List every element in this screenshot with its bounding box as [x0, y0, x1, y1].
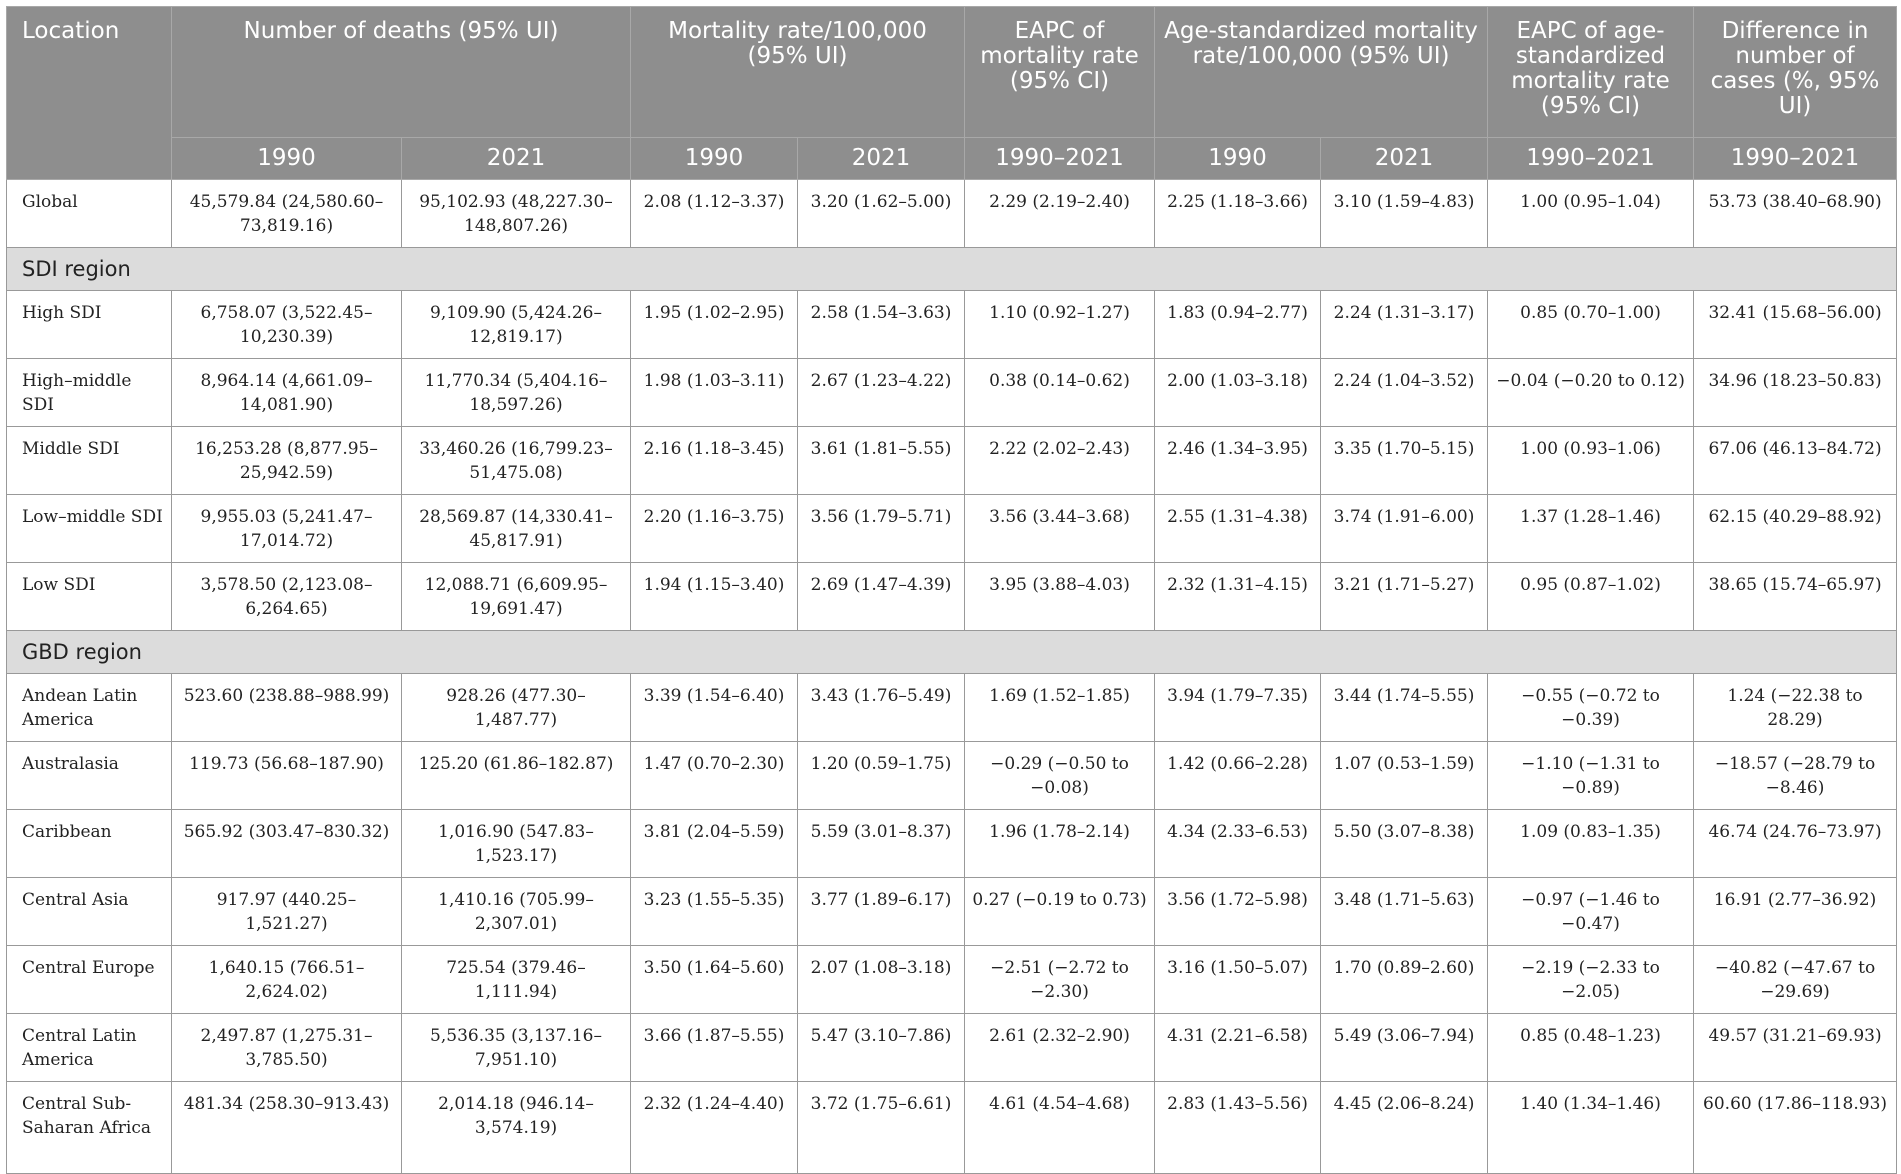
- subheader-cell: 1990–2021: [965, 138, 1155, 180]
- value-cell: 45,579.84 (24,580.60–73,819.16): [172, 180, 402, 248]
- sdi-section-row: [7, 248, 1897, 291]
- value-cell: −0.04 (−0.20 to 0.12): [1488, 359, 1694, 427]
- value-cell: 3.35 (1.70–5.15): [1321, 427, 1488, 495]
- value-cell: 1,016.90 (547.83–1,523.17): [402, 810, 631, 878]
- table-row: [7, 674, 1897, 742]
- value-cell: −18.57 (−28.79 to −8.46): [1694, 742, 1897, 810]
- value-cell: 2.22 (2.02–2.43): [965, 427, 1155, 495]
- value-cell: 1.69 (1.52–1.85): [965, 674, 1155, 742]
- value-cell: 2.24 (1.04–3.52): [1321, 359, 1488, 427]
- value-cell: 1.95 (1.02–2.95): [631, 291, 798, 359]
- value-cell: 60.60 (17.86–118.93): [1694, 1082, 1897, 1174]
- value-cell: 46.74 (24.76–73.97): [1694, 810, 1897, 878]
- location-cell: Middle SDI: [7, 427, 172, 495]
- subheader-cell: 1990–2021: [1488, 138, 1694, 180]
- header-deaths: Number of deaths (95% UI): [172, 7, 631, 138]
- sdi-section-title: SDI region: [7, 248, 1897, 291]
- value-cell: 62.15 (40.29–88.92): [1694, 495, 1897, 563]
- value-cell: 725.54 (379.46–1,111.94): [402, 946, 631, 1014]
- table-row: [7, 946, 1897, 1014]
- value-cell: 9,109.90 (5,424.26–12,819.17): [402, 291, 631, 359]
- value-cell: −40.82 (−47.67 to −29.69): [1694, 946, 1897, 1014]
- value-cell: 3.48 (1.71–5.63): [1321, 878, 1488, 946]
- subheader-cell: 1990–2021: [1694, 138, 1897, 180]
- value-cell: 0.27 (−0.19 to 0.73): [965, 878, 1155, 946]
- value-cell: 4.34 (2.33–6.53): [1155, 810, 1321, 878]
- value-cell: 9,955.03 (5,241.47–17,014.72): [172, 495, 402, 563]
- table-body: [7, 180, 1897, 1174]
- value-cell: 1.47 (0.70–2.30): [631, 742, 798, 810]
- value-cell: 4.45 (2.06–8.24): [1321, 1082, 1488, 1174]
- value-cell: 2.20 (1.16–3.75): [631, 495, 798, 563]
- value-cell: 6,758.07 (3,522.45–10,230.39): [172, 291, 402, 359]
- value-cell: 2.29 (2.19–2.40): [965, 180, 1155, 248]
- value-cell: 1.07 (0.53–1.59): [1321, 742, 1488, 810]
- location-cell: Australasia: [7, 742, 172, 810]
- table-row: [7, 180, 1897, 248]
- value-cell: 3.43 (1.76–5.49): [798, 674, 965, 742]
- location-cell: High–middle SDI: [7, 359, 172, 427]
- header-location: Location: [7, 7, 172, 180]
- value-cell: 2.69 (1.47–4.39): [798, 563, 965, 631]
- value-cell: −0.29 (−0.50 to −0.08): [965, 742, 1155, 810]
- value-cell: 5.50 (3.07–8.38): [1321, 810, 1488, 878]
- value-cell: 2.00 (1.03–3.18): [1155, 359, 1321, 427]
- subheader-cell: 2021: [402, 138, 631, 180]
- location-cell: Low SDI: [7, 563, 172, 631]
- location-cell: Central Sub-Saharan Africa: [7, 1082, 172, 1174]
- header-eapc-mortality: EAPC of mortality rate (95% CI): [965, 7, 1155, 138]
- value-cell: 3.16 (1.50–5.07): [1155, 946, 1321, 1014]
- value-cell: 3.23 (1.55–5.35): [631, 878, 798, 946]
- value-cell: 1.94 (1.15–3.40): [631, 563, 798, 631]
- gbd-section-title: GBD region: [7, 631, 1897, 674]
- value-cell: 2.58 (1.54–3.63): [798, 291, 965, 359]
- value-cell: 49.57 (31.21–69.93): [1694, 1014, 1897, 1082]
- value-cell: 0.85 (0.48–1.23): [1488, 1014, 1694, 1082]
- value-cell: 1.20 (0.59–1.75): [798, 742, 965, 810]
- table-row: [7, 291, 1897, 359]
- table-row: [7, 563, 1897, 631]
- value-cell: 3,578.50 (2,123.08–6,264.65): [172, 563, 402, 631]
- value-cell: −2.51 (−2.72 to −2.30): [965, 946, 1155, 1014]
- header-difference: Difference in number of cases (%, 95% UI): [1694, 7, 1897, 138]
- value-cell: 2,497.87 (1,275.31–3,785.50): [172, 1014, 402, 1082]
- location-cell: Central Latin America: [7, 1014, 172, 1082]
- location-cell: Low–middle SDI: [7, 495, 172, 563]
- table-row: [7, 742, 1897, 810]
- value-cell: 3.39 (1.54–6.40): [631, 674, 798, 742]
- location-cell: Central Europe: [7, 946, 172, 1014]
- value-cell: 2.24 (1.31–3.17): [1321, 291, 1488, 359]
- value-cell: 3.94 (1.79–7.35): [1155, 674, 1321, 742]
- table-row: [7, 1082, 1897, 1174]
- location-cell: Global: [7, 180, 172, 248]
- value-cell: 8,964.14 (4,661.09–14,081.90): [172, 359, 402, 427]
- value-cell: 0.38 (0.14–0.62): [965, 359, 1155, 427]
- value-cell: 1.70 (0.89–2.60): [1321, 946, 1488, 1014]
- value-cell: 3.44 (1.74–5.55): [1321, 674, 1488, 742]
- mortality-table: [6, 6, 1897, 1174]
- location-cell: Andean Latin America: [7, 674, 172, 742]
- value-cell: 0.95 (0.87–1.02): [1488, 563, 1694, 631]
- value-cell: 928.26 (477.30–1,487.77): [402, 674, 631, 742]
- value-cell: 1.96 (1.78–2.14): [965, 810, 1155, 878]
- value-cell: 32.41 (15.68–56.00): [1694, 291, 1897, 359]
- value-cell: 3.74 (1.91–6.00): [1321, 495, 1488, 563]
- value-cell: 1.37 (1.28–1.46): [1488, 495, 1694, 563]
- subheader-cell: 1990: [172, 138, 402, 180]
- subheader-cell: 2021: [1321, 138, 1488, 180]
- header-mortality-rate: Mortality rate/100,000 (95% UI): [631, 7, 965, 138]
- value-cell: −0.97 (−1.46 to −0.47): [1488, 878, 1694, 946]
- value-cell: −2.19 (−2.33 to −2.05): [1488, 946, 1694, 1014]
- value-cell: 2.25 (1.18–3.66): [1155, 180, 1321, 248]
- location-cell: Caribbean: [7, 810, 172, 878]
- value-cell: −1.10 (−1.31 to −0.89): [1488, 742, 1694, 810]
- value-cell: 2.32 (1.31–4.15): [1155, 563, 1321, 631]
- value-cell: 3.20 (1.62–5.00): [798, 180, 965, 248]
- value-cell: 1.42 (0.66–2.28): [1155, 742, 1321, 810]
- table-row: [7, 427, 1897, 495]
- subheader-cell: 2021: [798, 138, 965, 180]
- subheader-row: [7, 138, 1897, 180]
- value-cell: 1.00 (0.93–1.06): [1488, 427, 1694, 495]
- value-cell: 4.61 (4.54–4.68): [965, 1082, 1155, 1174]
- value-cell: 917.97 (440.25–1,521.27): [172, 878, 402, 946]
- value-cell: 33,460.26 (16,799.23–51,475.08): [402, 427, 631, 495]
- value-cell: 2.61 (2.32–2.90): [965, 1014, 1155, 1082]
- value-cell: 4.31 (2.21–6.58): [1155, 1014, 1321, 1082]
- value-cell: 5,536.35 (3,137.16–7,951.10): [402, 1014, 631, 1082]
- value-cell: 2,014.18 (946.14–3,574.19): [402, 1082, 631, 1174]
- value-cell: 3.61 (1.81–5.55): [798, 427, 965, 495]
- table-row: [7, 878, 1897, 946]
- value-cell: 481.34 (258.30–913.43): [172, 1082, 402, 1174]
- value-cell: 2.32 (1.24–4.40): [631, 1082, 798, 1174]
- value-cell: 3.50 (1.64–5.60): [631, 946, 798, 1014]
- value-cell: 1.09 (0.83–1.35): [1488, 810, 1694, 878]
- value-cell: 95,102.93 (48,227.30–148,807.26): [402, 180, 631, 248]
- value-cell: 523.60 (238.88–988.99): [172, 674, 402, 742]
- value-cell: 3.77 (1.89–6.17): [798, 878, 965, 946]
- table-row: [7, 810, 1897, 878]
- value-cell: 0.85 (0.70–1.00): [1488, 291, 1694, 359]
- table-row: [7, 359, 1897, 427]
- value-cell: 119.73 (56.68–187.90): [172, 742, 402, 810]
- value-cell: 3.95 (3.88–4.03): [965, 563, 1155, 631]
- location-cell: High SDI: [7, 291, 172, 359]
- value-cell: 2.83 (1.43–5.56): [1155, 1082, 1321, 1174]
- value-cell: 1.10 (0.92–1.27): [965, 291, 1155, 359]
- mortality-table-container: [6, 6, 1896, 1174]
- value-cell: 1.24 (−22.38 to 28.29): [1694, 674, 1897, 742]
- value-cell: 11,770.34 (5,404.16–18,597.26): [402, 359, 631, 427]
- header-row: [7, 7, 1897, 138]
- value-cell: 3.56 (1.79–5.71): [798, 495, 965, 563]
- value-cell: 3.10 (1.59–4.83): [1321, 180, 1488, 248]
- value-cell: 1.83 (0.94–2.77): [1155, 291, 1321, 359]
- location-cell: Central Asia: [7, 878, 172, 946]
- value-cell: 1.00 (0.95–1.04): [1488, 180, 1694, 248]
- value-cell: 1,410.16 (705.99–2,307.01): [402, 878, 631, 946]
- table-row: [7, 1014, 1897, 1082]
- value-cell: 3.56 (1.72–5.98): [1155, 878, 1321, 946]
- header-eapc-asmr: EAPC of age-standardized mortality rate (95% CI): [1488, 7, 1694, 138]
- value-cell: 38.65 (15.74–65.97): [1694, 563, 1897, 631]
- value-cell: 125.20 (61.86–182.87): [402, 742, 631, 810]
- value-cell: 5.49 (3.06–7.94): [1321, 1014, 1488, 1082]
- value-cell: 3.81 (2.04–5.59): [631, 810, 798, 878]
- value-cell: 16,253.28 (8,877.95–25,942.59): [172, 427, 402, 495]
- value-cell: 5.47 (3.10–7.86): [798, 1014, 965, 1082]
- value-cell: 5.59 (3.01–8.37): [798, 810, 965, 878]
- value-cell: 3.56 (3.44–3.68): [965, 495, 1155, 563]
- gbd-section-row: [7, 631, 1897, 674]
- value-cell: 1,640.15 (766.51–2,624.02): [172, 946, 402, 1014]
- value-cell: 1.98 (1.03–3.11): [631, 359, 798, 427]
- value-cell: 67.06 (46.13–84.72): [1694, 427, 1897, 495]
- value-cell: 3.72 (1.75–6.61): [798, 1082, 965, 1174]
- value-cell: 3.21 (1.71–5.27): [1321, 563, 1488, 631]
- value-cell: 16.91 (2.77–36.92): [1694, 878, 1897, 946]
- value-cell: −0.55 (−0.72 to −0.39): [1488, 674, 1694, 742]
- value-cell: 3.66 (1.87–5.55): [631, 1014, 798, 1082]
- value-cell: 53.73 (38.40–68.90): [1694, 180, 1897, 248]
- value-cell: 2.08 (1.12–3.37): [631, 180, 798, 248]
- value-cell: 28,569.87 (14,330.41–45,817.91): [402, 495, 631, 563]
- subheader-cell: 1990: [1155, 138, 1321, 180]
- value-cell: 2.67 (1.23–4.22): [798, 359, 965, 427]
- value-cell: 34.96 (18.23–50.83): [1694, 359, 1897, 427]
- value-cell: 2.16 (1.18–3.45): [631, 427, 798, 495]
- value-cell: 12,088.71 (6,609.95–19,691.47): [402, 563, 631, 631]
- value-cell: 2.46 (1.34–3.95): [1155, 427, 1321, 495]
- header-asmr: Age-standardized mortality rate/100,000 (95% UI): [1155, 7, 1488, 138]
- value-cell: 2.55 (1.31–4.38): [1155, 495, 1321, 563]
- value-cell: 1.40 (1.34–1.46): [1488, 1082, 1694, 1174]
- table-row: [7, 495, 1897, 563]
- value-cell: 565.92 (303.47–830.32): [172, 810, 402, 878]
- subheader-cell: 1990: [631, 138, 798, 180]
- value-cell: 2.07 (1.08–3.18): [798, 946, 965, 1014]
